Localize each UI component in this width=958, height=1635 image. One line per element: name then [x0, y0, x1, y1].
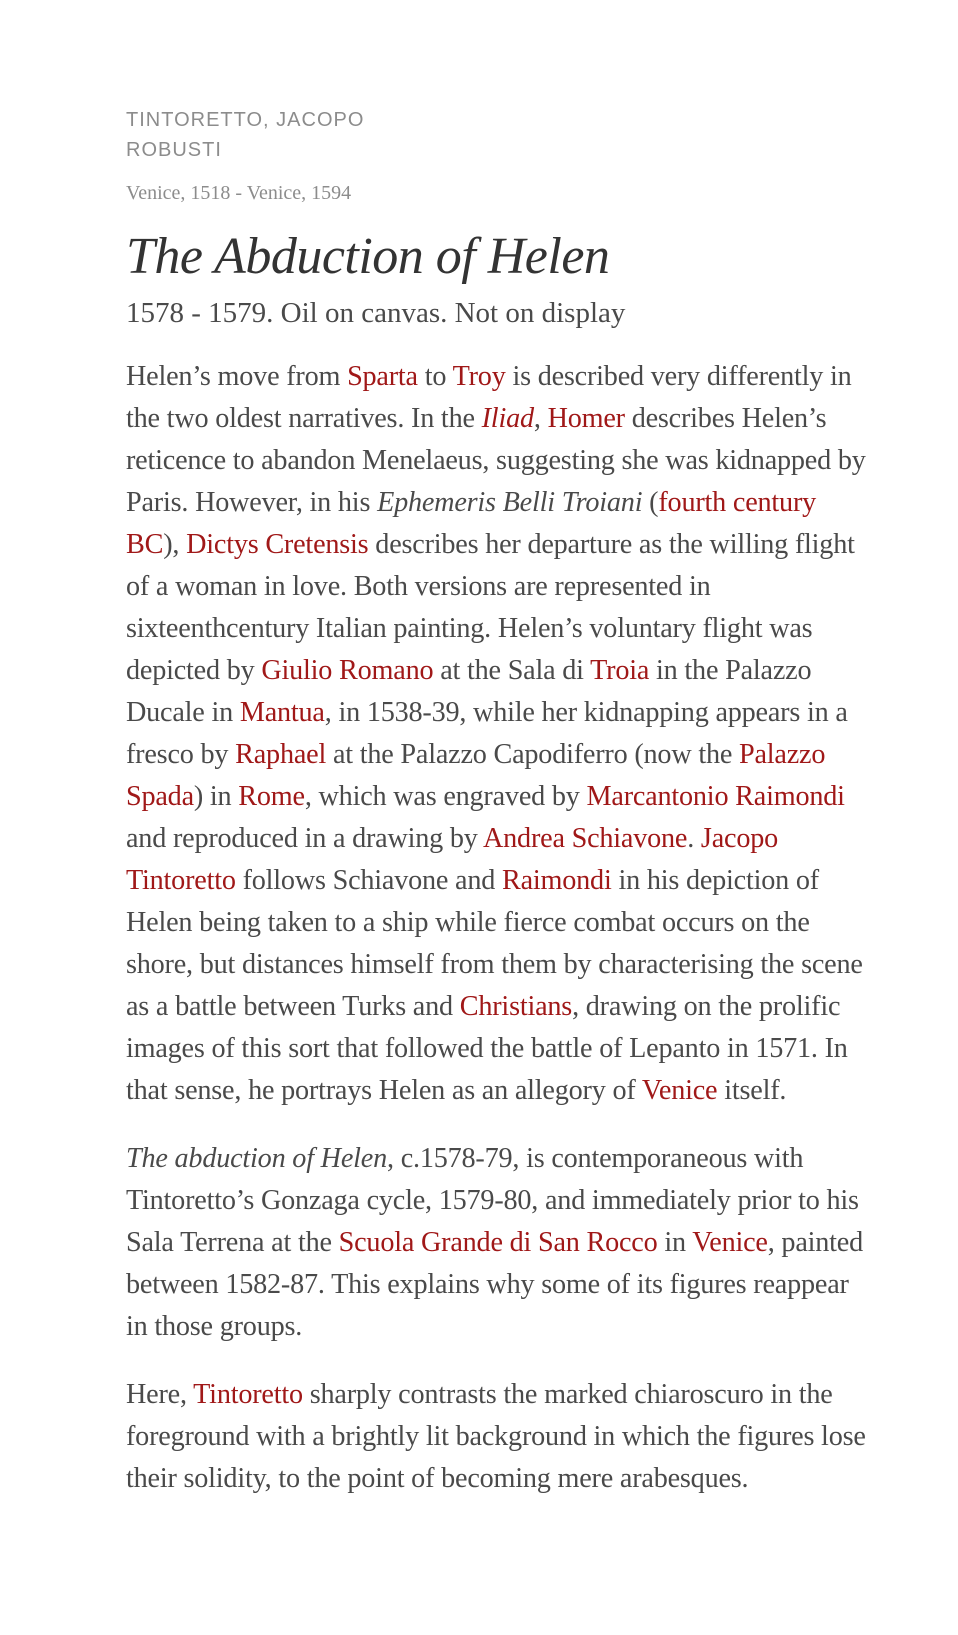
link-dictys-cretensis[interactable]: Dictys Cretensis [186, 529, 369, 560]
link-iliad[interactable]: Iliad [481, 403, 534, 434]
artwork-meta: 1578 - 1579. Oil on canvas. Not on display [126, 297, 626, 329]
link-scuola-grande-di-san-rocco[interactable]: Scuola Grande di San Rocco [338, 1227, 658, 1258]
link-venice[interactable]: Venice [641, 1075, 718, 1106]
link-troy[interactable]: Troy [452, 361, 506, 392]
description-paragraph-1: Helen’s move from Sparta to Troy is described very differently in the two oldest narratives. In the Iliad, Homer describes Helen’s reticence to abandon Menelaeus, suggesting she was kidnapped by Paris. However, in his Ephemeris Belli Troiani (fourth century BC), Dictys Cretensis describes her departure as the willing flight of a woman in love. Both versions are represented in sixteenthcentury Italian painting. Helen’s voluntary flight was depicted by Giulio Romano at the Sala di Troia in the Palazzo Ducale in Mantua, in 1538-39, while her kidnapping appears in a fresco by Raphael at the Palazzo Capodiferro (now the Palazzo Spada) in Rome, which was engraved by Marcantonio Raimondi and reproduced in a drawing by Andrea Schiavone. Jacopo Tintoretto follows Schiavone and Raimondi in his depiction of Helen being taken to a ship while fierce combat occurs on the shore, but distances himself from them by characterising the scene as a battle between Turks and Christians, drawing on the prolific images of this sort that followed the battle of Lepanto in 1571. In that sense, he portrays Helen as an allegory of Venice itself. [126, 361, 866, 1106]
link-andrea-schiavone[interactable]: Andrea Schiavone [483, 823, 688, 854]
link-homer[interactable]: Homer [547, 403, 625, 434]
link-giulio-romano[interactable]: Giulio Romano [261, 655, 434, 686]
artist-dates: Venice, 1518 - Venice, 1594 [126, 182, 352, 204]
artist-name[interactable]: TINTORETTO, JACOPO ROBUSTI [126, 109, 365, 161]
link-marcantonio-raimondi[interactable]: Marcantonio Raimondi [586, 781, 845, 812]
link-troia[interactable]: Troia [590, 655, 650, 686]
link-palazzo-spada[interactable]: Palazzo Spada [126, 739, 826, 812]
link-jacopo-tintoretto[interactable]: Jacopo Tintoretto [126, 823, 778, 896]
link-raimondi[interactable]: Raimondi [502, 865, 612, 896]
description-paragraph-2: The abduction of Helen, c.1578-79, is contemporaneous with Tintoretto’s Gonzaga cycle, 1579-80, and immediately prior to his Sala Terrena at the Scuola Grande di San Rocco in Venice, painted between 1582-87. This explains why some of its figures reappear in those groups. [126, 1143, 863, 1342]
link-rome[interactable]: Rome [238, 781, 305, 812]
link-christians[interactable]: Christians [459, 991, 573, 1022]
ephemeris-title: Ephemeris Belli Troiani [377, 487, 643, 518]
link-mantua[interactable]: Mantua [239, 697, 325, 728]
link-tintoretto[interactable]: Tintoretto [193, 1379, 303, 1410]
description-paragraph-3: Here, Tintoretto sharply contrasts the marked chiaroscuro in the foreground with a brightly lit background in which the figures lose their solidity, to the point of becoming mere arabesques. [126, 1379, 866, 1494]
artwork-detail [126, 0, 876, 1500]
artwork-title: The Abduction of Helen [126, 228, 610, 285]
link-fourth-century-bc[interactable]: fourth century BC [126, 487, 817, 560]
link-sparta[interactable]: Sparta [347, 361, 418, 392]
link-raphael[interactable]: Raphael [235, 739, 327, 770]
link-venice[interactable]: Venice [692, 1227, 768, 1258]
artwork-title-reference: The abduction of Helen [126, 1143, 387, 1174]
